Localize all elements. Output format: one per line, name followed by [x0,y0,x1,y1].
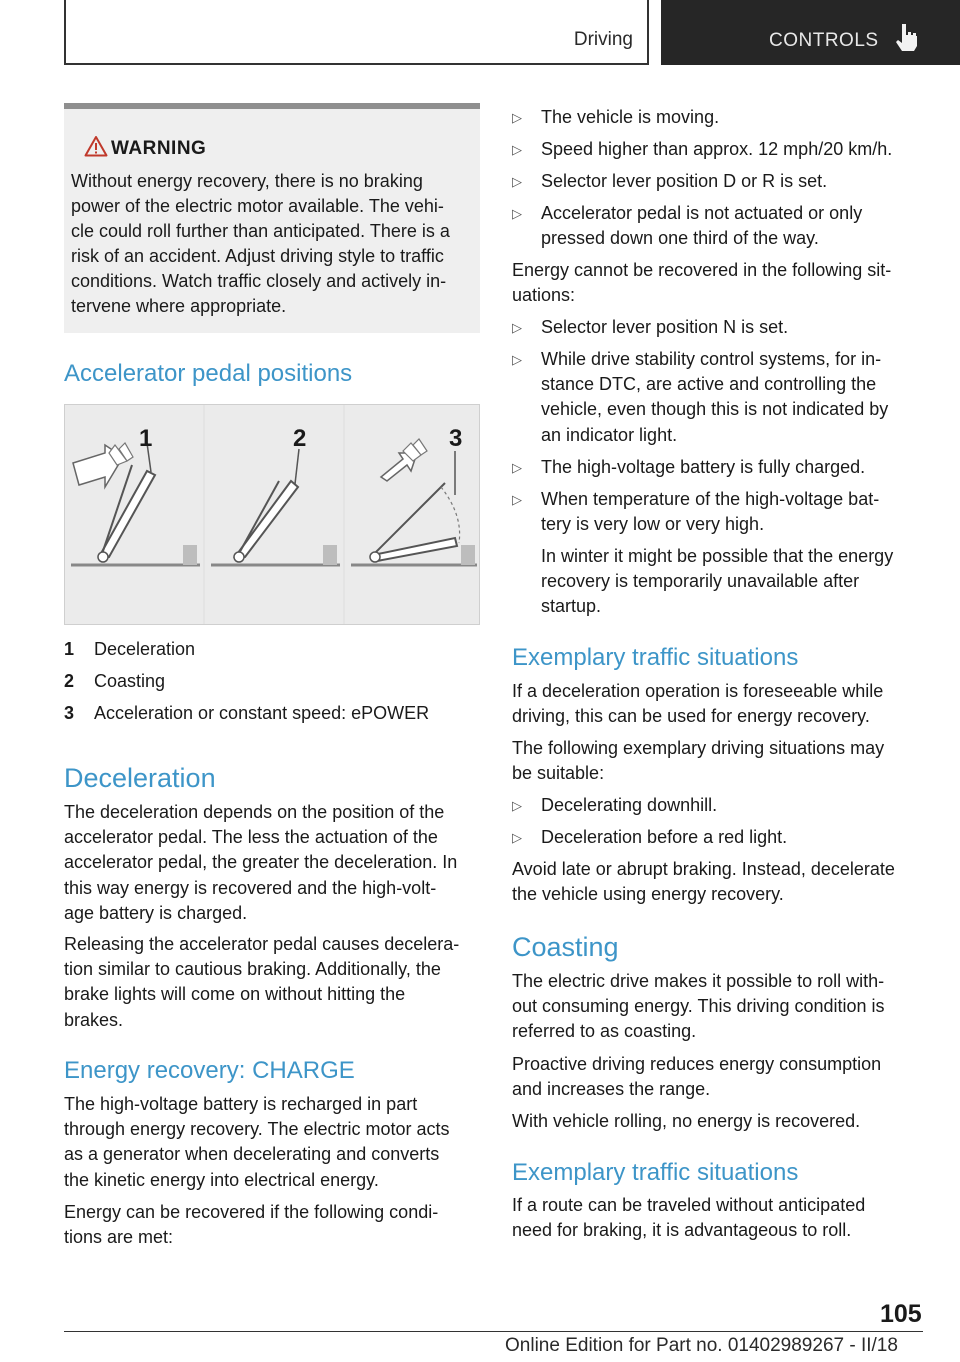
bullet-triangle-icon: ▷ [512,110,522,125]
text-line: tions are met: [64,1227,174,1248]
pedal-positions-figure [64,404,480,625]
text-line: be suitable: [512,763,605,784]
header-chapter-box [661,0,960,65]
deceleration-paragraph-1 [64,800,484,926]
warning-line: power of the electric motor available. The vehi- [71,196,444,216]
text-line: driving, this can be used for energy recovery. [512,706,870,727]
warning-line: tervene where appropriate. [71,296,287,316]
pedal-deceleration-illustration [65,405,203,624]
text-line: If a deceleration operation is foreseeable while [512,681,884,701]
pedal-panel-1 [65,405,203,624]
coasting-heading: Coasting [512,932,619,962]
text-line: tery is very low or very high. [541,514,765,535]
energy-recovery-paragraph-3 [512,258,927,308]
header-section-title: Driving [573,29,633,50]
text-line: brakes. [64,1009,124,1030]
condition-met-item [541,137,923,162]
text-line: The high-voltage battery is fully charged. [541,457,866,477]
condition-not-met-item [541,455,923,480]
bullet-triangle-icon: ▷ [512,142,522,157]
text-line: as a generator when decelerating and converts [64,1144,440,1165]
bullet-triangle-icon: ▷ [512,320,522,335]
traffic-situation-item [541,825,923,850]
figure-label-3: 3 [449,425,463,452]
legend-number: 1 [64,639,75,659]
condition-not-met-item [541,347,923,448]
warning-line: cle could roll further than anticipated. There is a [71,221,450,241]
warning-line: risk of an accident. Adjust driving style to traffic [71,246,444,266]
text-line: If a route can be traveled without anticipated [512,1195,866,1215]
condition-not-met-item [541,487,923,537]
text-line: uations: [512,285,576,306]
deceleration-heading: Deceleration [64,763,216,793]
traffic1-paragraph-2 [512,736,927,786]
traffic-situations-heading-2: Exemplary traffic situations [512,1159,799,1186]
text-line: recovery is temporarily unavailable after [541,571,860,592]
bullet-triangle-icon: ▷ [512,798,522,813]
legend-text: Deceleration [94,639,196,659]
warning-title: WARNING [111,138,207,159]
text-line: The high-voltage battery is recharged in part [64,1094,418,1114]
bullet-triangle-icon: ▷ [512,174,522,189]
footer-divider [64,1331,923,1332]
bullet-triangle-icon: ▷ [512,206,522,221]
warning-text [71,169,476,319]
legend-text: Acceleration or constant speed: ePOWER [94,703,430,723]
traffic-situations-heading-1: Exemplary traffic situations [512,644,799,671]
pedal-panel-2 [205,405,343,624]
text-line: Avoid late or abrupt braking. Instead, decelerate [512,859,895,879]
text-line: When temperature of the high-voltage bat- [541,489,880,509]
bullet-triangle-icon: ▷ [512,830,522,845]
figure-label-2: 2 [293,425,307,452]
text-line: Energy can be recovered if the following condi- [64,1202,439,1222]
text-line: Proactive driving reduces energy consumption [512,1054,882,1074]
footer-edition: Online Edition for Part no. 01402989267 - II/18 [505,1335,898,1356]
traffic2-paragraph-1 [512,1193,927,1243]
text-line: brake lights will come on without hitting the [64,984,406,1005]
text-line: referred to as coasting. [512,1021,697,1042]
traffic1-paragraph-1 [512,679,927,729]
text-line: this way energy is recovered and the high-volt- [64,877,437,898]
energy-recovery-paragraph-2 [64,1200,484,1250]
text-line: Energy cannot be recovered in the following sit- [512,260,892,280]
text-line: an indicator light. [541,424,678,445]
coasting-paragraph-2 [512,1052,927,1102]
warning-box [64,103,480,333]
text-line: The following exemplary driving situations may [512,738,885,758]
text-line: and increases the range. [512,1079,711,1100]
text-line: Selector lever position N is set. [541,317,789,337]
traffic1-paragraph-3 [512,857,927,907]
text-line: vehicle, even though this is not indicated by [541,399,889,420]
bullet-triangle-icon: ▷ [512,460,522,475]
condition-met-item [541,201,923,251]
text-line: Decelerating downhill. [541,795,718,815]
text-line: the vehicle using energy recovery. [512,884,784,905]
traffic-situation-item [541,793,923,818]
text-line: In winter it might be possible that the energy [541,546,894,566]
coasting-paragraph-3 [512,1109,927,1134]
deceleration-paragraph-2 [64,932,484,1033]
text-line: age battery is charged. [64,902,248,923]
text-line: accelerator pedal, the greater the deceleration. In [64,852,458,873]
energy-recovery-paragraph-1 [64,1092,484,1193]
hand-pointer-icon [894,22,920,52]
warning-line: conditions. Watch traffic closely and actively in- [71,271,447,291]
text-line: The electric drive makes it possible to roll with- [512,971,885,991]
text-line: pressed down one third of the way. [541,228,819,249]
legend-number: 3 [64,703,75,723]
bullet-triangle-icon: ▷ [512,352,522,367]
text-line: tion similar to cautious braking. Additionally, the [64,959,441,980]
text-line: out consuming energy. This driving condition is [512,996,885,1017]
figure-label-1: 1 [139,425,153,452]
text-line: accelerator pedal. The less the actuation of the [64,827,438,848]
winter-note [541,544,923,620]
text-line: through energy recovery. The electric motor acts [64,1119,450,1140]
text-line: Selector lever position D or R is set. [541,171,828,191]
energy-recovery-heading: Energy recovery: CHARGE [64,1057,355,1084]
warning-line: Without energy recovery, there is no braking [71,171,423,191]
condition-met-item [541,105,923,130]
legend-text: Coasting [94,671,166,691]
text-line: the kinetic energy into electrical energy. [64,1169,379,1190]
bullet-triangle-icon: ▷ [512,492,522,507]
text-line: startup. [541,596,602,617]
text-line: Speed higher than approx. 12 mph/20 km/h. [541,139,893,159]
header-chapter-title: CONTROLS [769,30,879,51]
header-section-box [64,0,649,65]
condition-not-met-item [541,315,923,340]
text-line: Deceleration before a red light. [541,827,788,847]
coasting-paragraph-1 [512,969,927,1045]
pedal-panel-3 [345,405,479,624]
legend-number: 2 [64,671,75,691]
text-line: need for braking, it is advantageous to roll. [512,1220,852,1241]
pedal-coasting-illustration [205,405,343,624]
text-line: stance DTC, are active and controlling the [541,374,877,395]
page-number: 105 [880,1300,922,1328]
text-line: Releasing the accelerator pedal causes decelera- [64,934,460,954]
warning-triangle-icon [84,135,108,157]
text-line: The deceleration depends on the position of the [64,802,445,822]
text-line: Accelerator pedal is not actuated or only [541,203,863,223]
text-line: The vehicle is moving. [541,107,720,127]
text-line: With vehicle rolling, no energy is recovered. [512,1111,861,1131]
pedal-positions-heading: Accelerator pedal positions [64,360,353,387]
text-line: While drive stability control systems, for in- [541,349,882,369]
condition-met-item [541,169,923,194]
